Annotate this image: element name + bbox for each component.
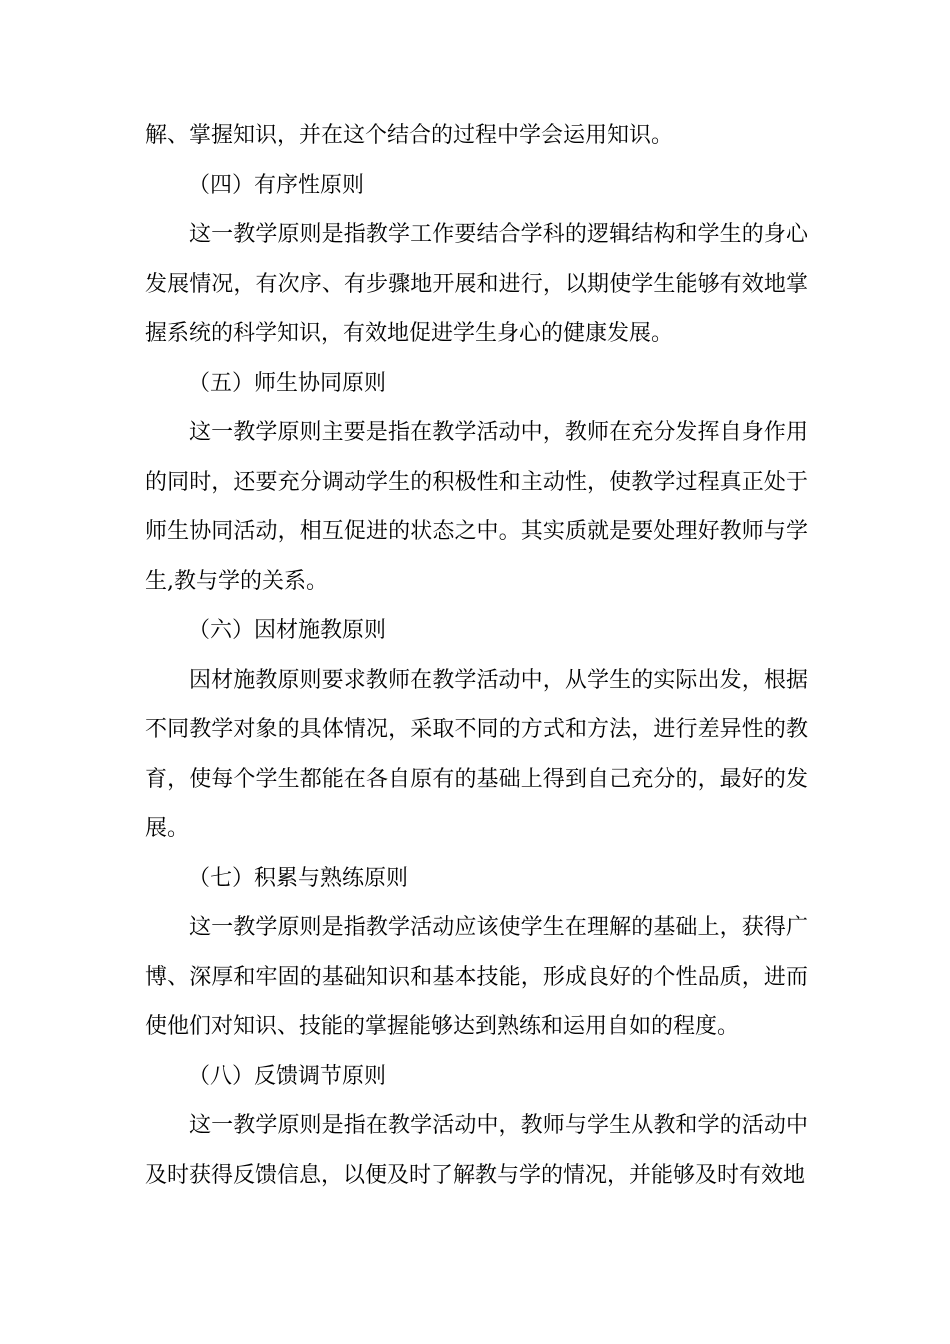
section-heading-5: （五）师生协同原则 <box>188 370 387 396</box>
paragraph-section-5: 这一教学原则主要是指在教学活动中，教师在充分发挥自身作用的同时，还要充分调动学生的积极性和主动性，使教学过程真正处于师生协同活动，相互促进的状态之中。其实质就是要处理好教师与学生,教与学的关系。 <box>145 420 808 594</box>
paragraph-section-8: 这一教学原则是指在教学活动中，教师与学生从教和学的活动中及时获得反馈信息，以便及时了解教与学的情况，并能够及时有效地 <box>145 1113 808 1188</box>
paragraph-section-4: 这一教学原则是指教学工作要结合学科的逻辑结构和学生的身心发展情况，有次序、有步骤地开展和进行，以期使学生能够有效地掌握系统的科学知识，有效地促进学生身心的健康发展。 <box>145 222 808 346</box>
document-body <box>145 111 808 1200</box>
section-heading-6: （六）因材施教原则 <box>188 618 387 643</box>
paragraph-section-7: 这一教学原则是指教学活动应该使学生在理解的基础上，获得广博、深厚和牢固的基础知识和基本技能，形成良好的个性品质，进而使他们对知识、技能的掌握能够达到熟练和运用自如的程度。 <box>145 915 808 1039</box>
section-heading-4: （四）有序性原则 <box>188 172 365 198</box>
paragraph-continuation: 解、掌握知识，并在这个结合的过程中学会运用知识。 <box>145 123 674 148</box>
section-heading-7: （七）积累与熟练原则 <box>188 865 409 891</box>
section-heading-8: （八）反馈调节原则 <box>188 1063 387 1089</box>
paragraph-section-6: 因材施教原则要求教师在教学活动中，从学生的实际出发，根据不同教学对象的具体情况，采取不同的方式和方法，进行差异性的教育，使每个学生都能在各自原有的基础上得到自己充分的，最好的发展。 <box>145 667 808 841</box>
